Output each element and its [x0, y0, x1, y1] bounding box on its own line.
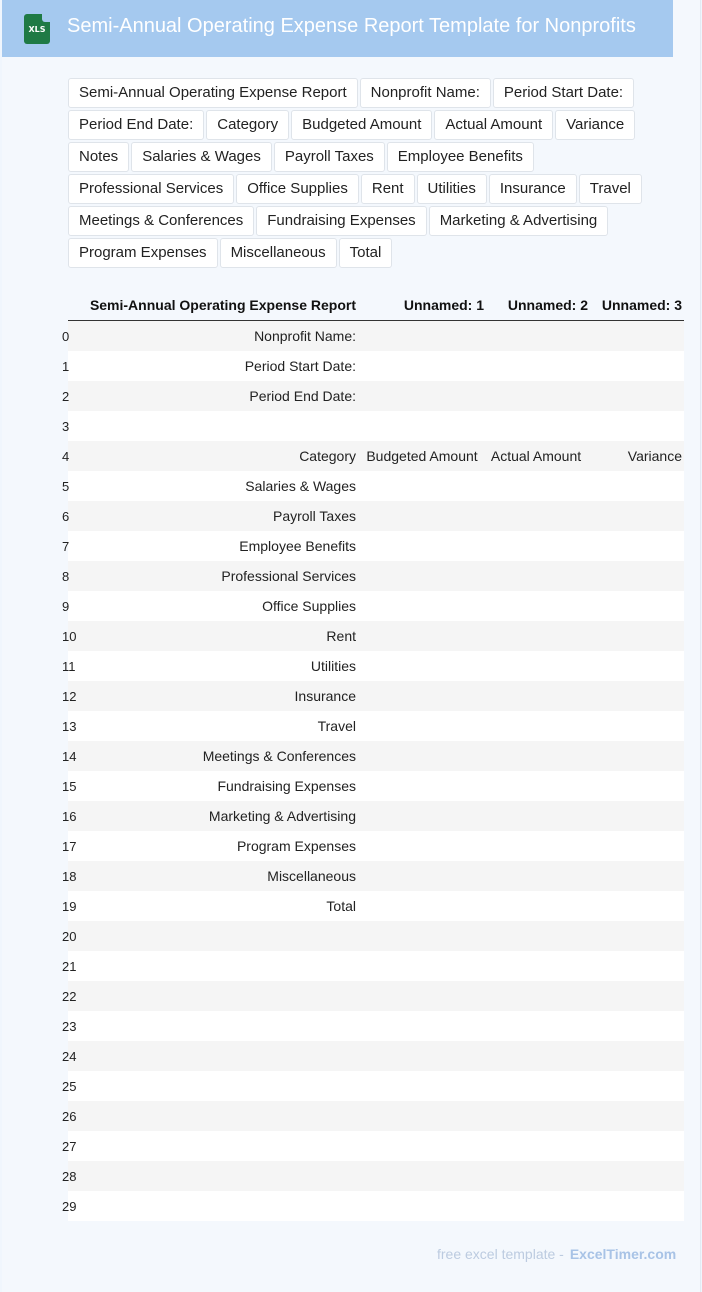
table-row	[68, 981, 684, 1011]
table-cell	[484, 531, 588, 561]
table-row	[68, 921, 684, 951]
keyword-tag[interactable]: Meetings & Conferences	[68, 206, 254, 236]
table-cell: Employee Benefits	[239, 538, 356, 554]
table-row	[68, 321, 684, 352]
table-cell: Total	[326, 898, 356, 914]
keyword-tag[interactable]: Rent	[361, 174, 415, 204]
keyword-tag[interactable]: Program Expenses	[68, 238, 218, 268]
row-index: 16	[62, 809, 77, 824]
keyword-tag[interactable]: Marketing & Advertising	[429, 206, 609, 236]
table-cell	[360, 921, 484, 951]
table-cell	[360, 561, 484, 591]
row-index: 15	[62, 779, 77, 794]
table-cell	[484, 801, 588, 831]
table-cell	[588, 321, 684, 352]
keyword-tag[interactable]: Fundraising Expenses	[256, 206, 426, 236]
table-cell	[484, 861, 588, 891]
table-cell	[484, 921, 588, 951]
row-index: 26	[62, 1109, 77, 1124]
table-cell: Professional Services	[221, 568, 356, 584]
keyword-tag[interactable]: Period End Date:	[68, 110, 204, 140]
table-cell	[484, 711, 588, 741]
table-header-row	[68, 290, 684, 321]
table-cell	[484, 1101, 588, 1131]
table-cell	[484, 741, 588, 771]
table-cell	[588, 1071, 684, 1101]
table-cell	[360, 501, 484, 531]
keyword-tag[interactable]: Nonprofit Name:	[360, 78, 491, 108]
row-index: 5	[62, 479, 70, 494]
table-cell	[588, 531, 684, 561]
table-cell: Meetings & Conferences	[202, 748, 356, 764]
table-cell: Utilities	[310, 658, 356, 674]
footer-brand-link[interactable]: ExcelTimer.com	[569, 1246, 677, 1262]
row-index: 22	[62, 989, 77, 1004]
table-row	[68, 861, 684, 891]
table-cell: Actual Amount	[490, 448, 582, 464]
row-index: 17	[62, 839, 77, 854]
table-cell	[588, 1101, 684, 1131]
table-cell	[484, 381, 588, 411]
table-cell: Insurance	[294, 688, 356, 704]
row-index: 14	[62, 749, 77, 764]
table-cell	[484, 831, 588, 861]
table-cell	[484, 351, 588, 381]
table-cell	[588, 801, 684, 831]
table-row	[68, 531, 684, 561]
table-cell	[360, 591, 484, 621]
keyword-tag[interactable]: Insurance	[489, 174, 577, 204]
table-body	[62, 321, 684, 1222]
table-cell: Nonprofit Name:	[254, 328, 356, 344]
header-bar	[2, 0, 673, 57]
table-cell	[588, 831, 684, 861]
table-cell: Payroll Taxes	[272, 508, 356, 524]
keyword-tag-list	[68, 78, 698, 268]
table-cell	[484, 1071, 588, 1101]
table-cell	[484, 411, 588, 441]
table-cell: Period End Date:	[249, 388, 356, 404]
table-cell	[588, 591, 684, 621]
row-index: 25	[62, 1079, 77, 1094]
row-index: 24	[62, 1049, 77, 1064]
table-cell: Category	[299, 448, 356, 464]
table-cell	[74, 1191, 360, 1221]
table-cell	[74, 411, 360, 441]
table-cell	[360, 831, 484, 861]
row-index: 3	[62, 419, 70, 434]
table-row	[68, 1011, 684, 1041]
xls-file-icon	[24, 14, 50, 44]
table-cell	[484, 591, 588, 621]
table-cell	[360, 1071, 484, 1101]
table-cell	[360, 411, 484, 441]
keyword-tag[interactable]: Semi-Annual Operating Expense Report	[68, 78, 358, 108]
table-cell	[360, 1041, 484, 1071]
column-header: Unnamed: 1	[360, 290, 484, 321]
keyword-tag[interactable]: Actual Amount	[434, 110, 553, 140]
keyword-tag[interactable]: Professional Services	[68, 174, 234, 204]
table-row	[68, 591, 684, 621]
row-index: 1	[62, 359, 70, 374]
table-cell	[74, 951, 360, 981]
table-cell: Marketing & Advertising	[208, 808, 356, 824]
keyword-tag[interactable]: Budgeted Amount	[291, 110, 432, 140]
table-cell	[588, 741, 684, 771]
row-index: 12	[62, 689, 77, 704]
keyword-tag[interactable]: Utilities	[417, 174, 487, 204]
table-cell: Period Start Date:	[244, 358, 356, 374]
table-row	[68, 801, 684, 831]
table-row	[68, 381, 684, 411]
table-cell	[484, 1131, 588, 1161]
column-header: Semi-Annual Operating Expense Report	[74, 290, 360, 321]
keyword-tag[interactable]: Payroll Taxes	[274, 142, 385, 172]
table-cell	[360, 801, 484, 831]
table-row	[68, 651, 684, 681]
table-cell	[360, 351, 484, 381]
table-cell	[74, 1131, 360, 1161]
keyword-tag[interactable]: Notes	[68, 142, 129, 172]
row-index: 23	[62, 1019, 77, 1034]
table-cell	[360, 711, 484, 741]
table-cell	[360, 321, 484, 352]
table-cell	[484, 981, 588, 1011]
table-cell: Fundraising Expenses	[217, 778, 356, 794]
table-cell	[588, 1191, 684, 1221]
column-header: Unnamed: 3	[588, 290, 684, 321]
row-index: 21	[62, 959, 77, 974]
keyword-tag[interactable]: Category	[206, 110, 289, 140]
table-row	[68, 951, 684, 981]
table-row	[68, 1101, 684, 1131]
table-cell	[360, 981, 484, 1011]
table-row	[68, 1071, 684, 1101]
table-cell	[74, 1011, 360, 1041]
row-index: 6	[62, 509, 70, 524]
row-index: 0	[62, 329, 70, 344]
table-cell: Variance	[627, 448, 682, 464]
table-row	[68, 771, 684, 801]
table-row	[68, 441, 684, 471]
table-cell	[588, 351, 684, 381]
table-cell	[484, 951, 588, 981]
table-cell: Rent	[326, 628, 356, 644]
table-cell	[588, 1041, 684, 1071]
table-cell	[588, 1131, 684, 1161]
table-cell: Travel	[317, 718, 356, 734]
keyword-tag[interactable]: Office Supplies	[236, 174, 359, 204]
table-cell	[588, 651, 684, 681]
table-cell: Miscellaneous	[267, 868, 356, 884]
table-row	[68, 351, 684, 381]
table-cell: Program Expenses	[236, 838, 356, 854]
row-index: 10	[62, 629, 77, 644]
row-index: 28	[62, 1169, 77, 1184]
row-index: 27	[62, 1139, 77, 1154]
table-cell	[484, 321, 588, 352]
table-row	[68, 741, 684, 771]
table-row	[68, 411, 684, 441]
table-row	[68, 831, 684, 861]
table-cell	[588, 501, 684, 531]
page-title: Semi-Annual Operating Expense Report Template for Nonprofits	[67, 15, 636, 37]
table-row	[68, 1041, 684, 1071]
spreadsheet-preview	[62, 290, 682, 1221]
table-cell	[588, 711, 684, 741]
table-row	[68, 561, 684, 591]
table-cell	[484, 561, 588, 591]
table-cell	[484, 621, 588, 651]
keyword-tag[interactable]: Miscellaneous	[220, 238, 337, 268]
table-cell	[360, 1161, 484, 1191]
row-index: 19	[62, 899, 77, 914]
table-cell	[484, 891, 588, 921]
column-header: Unnamed: 2	[484, 290, 588, 321]
table-cell	[360, 891, 484, 921]
table-row	[68, 1191, 684, 1221]
table-cell	[360, 1011, 484, 1041]
table-cell	[360, 651, 484, 681]
table-cell	[588, 1011, 684, 1041]
table-cell	[484, 681, 588, 711]
table-row	[68, 1131, 684, 1161]
table-row	[68, 681, 684, 711]
table-cell	[588, 891, 684, 921]
table-row	[68, 471, 684, 501]
table-cell: Budgeted Amount	[366, 448, 478, 464]
table-cell	[588, 771, 684, 801]
table-cell	[484, 501, 588, 531]
keyword-tag[interactable]: Travel	[579, 174, 642, 204]
table-cell	[360, 531, 484, 561]
table-cell	[588, 471, 684, 501]
table-cell	[74, 1101, 360, 1131]
row-index: 18	[62, 869, 77, 884]
xls-icon-label: XLS	[28, 25, 46, 34]
table-row	[68, 891, 684, 921]
row-index: 9	[62, 599, 70, 614]
table-cell	[484, 1041, 588, 1071]
table-cell	[588, 861, 684, 891]
table-cell	[74, 1161, 360, 1191]
row-index: 11	[62, 659, 76, 674]
row-index: 8	[62, 569, 70, 584]
table-cell	[360, 951, 484, 981]
table-cell	[74, 1041, 360, 1071]
table-cell	[360, 771, 484, 801]
row-index: 29	[62, 1199, 77, 1214]
table-cell	[360, 471, 484, 501]
table-cell	[360, 381, 484, 411]
table-cell: Salaries & Wages	[245, 478, 356, 494]
table-cell	[588, 981, 684, 1011]
table-cell	[360, 741, 484, 771]
table-cell	[360, 1191, 484, 1221]
table-cell	[588, 1161, 684, 1191]
table-row	[68, 501, 684, 531]
table-row	[68, 711, 684, 741]
footer	[437, 1246, 676, 1262]
keyword-tag[interactable]: Period Start Date:	[493, 78, 634, 108]
table-cell	[588, 951, 684, 981]
row-index: 7	[62, 539, 70, 554]
row-index: 13	[62, 719, 77, 734]
keyword-tag[interactable]: Salaries & Wages	[131, 142, 272, 172]
table-cell	[588, 681, 684, 711]
table-cell	[588, 921, 684, 951]
table-cell	[484, 1161, 588, 1191]
row-index: 2	[62, 389, 70, 404]
table-cell	[588, 411, 684, 441]
table-cell	[360, 621, 484, 651]
keyword-tag[interactable]: Employee Benefits	[387, 142, 534, 172]
table-cell	[74, 1071, 360, 1101]
table-cell	[360, 1131, 484, 1161]
table-cell	[588, 621, 684, 651]
row-index: 20	[62, 929, 77, 944]
keyword-tag[interactable]: Variance	[555, 110, 635, 140]
table-cell	[360, 1101, 484, 1131]
table-cell	[588, 381, 684, 411]
table-row	[68, 621, 684, 651]
data-table	[62, 290, 684, 1221]
table-cell: Office Supplies	[262, 598, 356, 614]
table-cell	[74, 921, 360, 951]
table-cell	[360, 681, 484, 711]
table-cell	[484, 651, 588, 681]
table-row	[68, 1161, 684, 1191]
row-index: 4	[62, 449, 70, 464]
footer-text: free excel template -	[437, 1246, 564, 1262]
table-cell	[484, 471, 588, 501]
table-cell	[484, 1011, 588, 1041]
keyword-tag[interactable]: Total	[339, 238, 393, 268]
table-cell	[588, 561, 684, 591]
table-cell	[484, 771, 588, 801]
table-cell	[74, 981, 360, 1011]
table-cell	[360, 861, 484, 891]
table-cell	[484, 1191, 588, 1221]
